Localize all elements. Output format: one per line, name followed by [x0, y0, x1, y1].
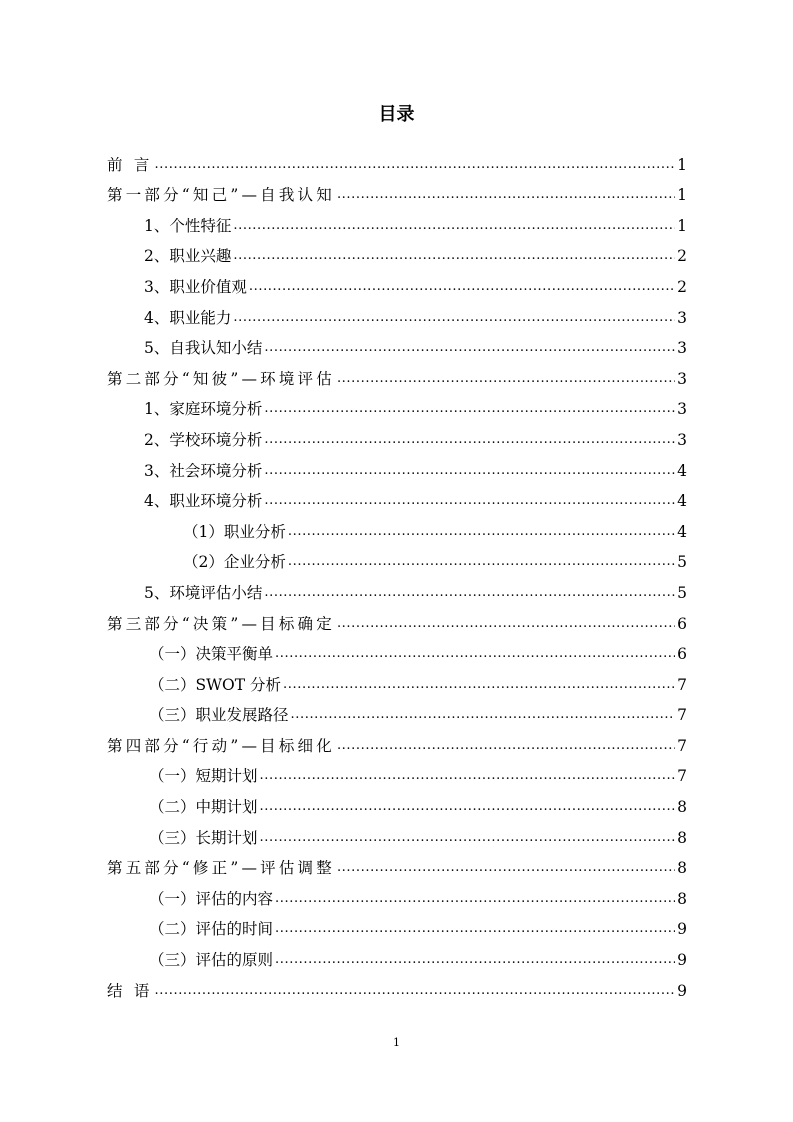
toc-entry-label: 3、职业价值观 [144, 277, 247, 296]
toc-entry[interactable] [107, 389, 687, 420]
toc-dot-leader [264, 401, 675, 417]
toc-entry-page: 9 [677, 981, 687, 1000]
toc-entry[interactable] [107, 878, 687, 909]
toc-entry-page: 7 [677, 675, 687, 694]
toc-entry-page: 1 [677, 216, 687, 235]
toc-entry[interactable] [107, 481, 687, 512]
toc-entry-label: （一）评估的内容 [149, 889, 274, 908]
toc-entry-page: 7 [677, 767, 687, 786]
toc-entry[interactable] [107, 664, 687, 695]
toc-entry-page: 4 [677, 492, 687, 511]
toc-entry-page: 8 [677, 859, 687, 878]
toc-entry-label: （1）职业分析 [183, 522, 286, 541]
toc-entry-page: 8 [677, 798, 687, 817]
toc-entry[interactable] [107, 511, 687, 542]
toc-entry[interactable] [107, 725, 687, 756]
toc-dot-leader [233, 310, 675, 326]
toc-entry[interactable] [107, 603, 687, 634]
toc-entry-label: （一）决策平衡单 [149, 645, 274, 664]
toc-entry-label: 第四部分“行动”—目标细化 [107, 736, 335, 755]
toc-entry-label: 5、自我认知小结 [144, 339, 263, 358]
toc-entry-label: （2）企业分析 [183, 553, 286, 572]
toc-entry-label: 第二部分“知彼”—环境评估 [107, 369, 335, 388]
toc-entry[interactable] [107, 236, 687, 267]
toc-entry[interactable] [107, 419, 687, 450]
toc-dot-leader [264, 340, 675, 356]
toc-entry-label: 5、环境评估小结 [144, 583, 263, 602]
toc-entry-page: 3 [677, 308, 687, 327]
toc-entry-page: 3 [677, 369, 687, 388]
toc-dot-leader [337, 616, 675, 632]
toc-entry-label: 4、职业能力 [144, 308, 232, 327]
toc-entry-label: 结 语 [107, 981, 153, 1000]
toc-dot-leader [337, 187, 675, 203]
toc-dot-leader [233, 248, 675, 264]
toc-entry-label: （一）短期计划 [149, 767, 258, 786]
toc-entry[interactable] [107, 786, 687, 817]
toc-dot-leader [337, 860, 675, 876]
toc-entry[interactable] [107, 909, 687, 940]
toc-entry[interactable] [107, 205, 687, 236]
toc-dot-leader [288, 554, 675, 570]
toc-entry-page: 8 [677, 828, 687, 847]
toc-dot-leader [275, 891, 675, 907]
toc-entry-page: 4 [677, 522, 687, 541]
toc-entry-label: 1、个性特征 [144, 216, 232, 235]
toc-entry[interactable] [107, 144, 687, 175]
toc-dot-leader [155, 983, 675, 999]
table-of-contents [107, 144, 687, 1001]
toc-entry-page: 1 [677, 155, 687, 174]
toc-entry-page: 2 [677, 247, 687, 266]
toc-entry-page: 3 [677, 430, 687, 449]
toc-entry-page: 5 [677, 553, 687, 572]
toc-dot-leader [260, 768, 675, 784]
toc-entry[interactable] [107, 970, 687, 1001]
toc-entry[interactable] [107, 572, 687, 603]
toc-entry-page: 4 [677, 461, 687, 480]
toc-entry[interactable] [107, 450, 687, 481]
toc-entry-page: 6 [677, 614, 687, 633]
toc-dot-leader [291, 707, 675, 723]
toc-dot-leader [260, 830, 675, 846]
toc-entry-label: （三）职业发展路径 [149, 706, 289, 725]
toc-entry-label: （二）评估的时间 [149, 920, 274, 939]
toc-entry-page: 6 [677, 645, 687, 664]
toc-entry[interactable] [107, 695, 687, 726]
toc-dot-leader [233, 218, 675, 234]
toc-dot-leader [337, 371, 675, 387]
toc-dot-leader [155, 157, 675, 173]
toc-entry-page: 9 [677, 951, 687, 970]
toc-entry-label: 第三部分“决策”—目标确定 [107, 614, 335, 633]
toc-entry[interactable] [107, 848, 687, 879]
toc-entry-label: 第五部分“修正”—评估调整 [107, 859, 335, 878]
toc-dot-leader [283, 677, 675, 693]
toc-dot-leader [249, 279, 675, 295]
toc-dot-leader [337, 738, 675, 754]
toc-dot-leader [264, 585, 675, 601]
toc-entry-label: 2、职业兴趣 [144, 247, 232, 266]
toc-dot-leader [275, 952, 675, 968]
toc-entry-label: 1、家庭环境分析 [144, 400, 263, 419]
toc-entry-page: 7 [677, 736, 687, 755]
toc-entry-label: （二）SWOT 分析 [149, 675, 282, 694]
toc-entry[interactable] [107, 175, 687, 206]
toc-entry-label: 3、社会环境分析 [144, 461, 263, 480]
toc-entry-label: 4、职业环境分析 [144, 492, 263, 511]
toc-entry-label: 2、学校环境分析 [144, 430, 263, 449]
toc-entry-page: 3 [677, 339, 687, 358]
toc-dot-leader [264, 493, 675, 509]
toc-entry[interactable] [107, 328, 687, 359]
toc-dot-leader [275, 921, 675, 937]
toc-entry[interactable] [107, 358, 687, 389]
toc-entry[interactable] [107, 542, 687, 573]
toc-entry-label: （三）长期计划 [149, 828, 258, 847]
toc-entry-label: 第一部分“知己”—自我认知 [107, 186, 335, 205]
toc-entry-page: 5 [677, 583, 687, 602]
toc-title: 目录 [378, 104, 415, 125]
toc-entry[interactable] [107, 817, 687, 848]
footer-page-number: 1 [393, 1036, 400, 1049]
toc-entry[interactable] [107, 297, 687, 328]
toc-entry[interactable] [107, 939, 687, 970]
toc-entry[interactable] [107, 634, 687, 665]
toc-entry-page: 1 [677, 186, 687, 205]
toc-entry-page: 9 [677, 920, 687, 939]
toc-entry-page: 2 [677, 277, 687, 296]
toc-entry-page: 7 [677, 706, 687, 725]
toc-entry-page: 3 [677, 400, 687, 419]
toc-entry-label: （二）中期计划 [149, 798, 258, 817]
toc-dot-leader [260, 799, 675, 815]
toc-dot-leader [264, 432, 675, 448]
toc-dot-leader [264, 463, 675, 479]
toc-entry-label: （三）评估的原则 [149, 951, 274, 970]
toc-dot-leader [275, 646, 675, 662]
toc-entry[interactable] [107, 756, 687, 787]
toc-dot-leader [288, 524, 675, 540]
toc-entry-label: 前 言 [107, 155, 153, 174]
toc-entry-page: 8 [677, 889, 687, 908]
toc-entry[interactable] [107, 266, 687, 297]
